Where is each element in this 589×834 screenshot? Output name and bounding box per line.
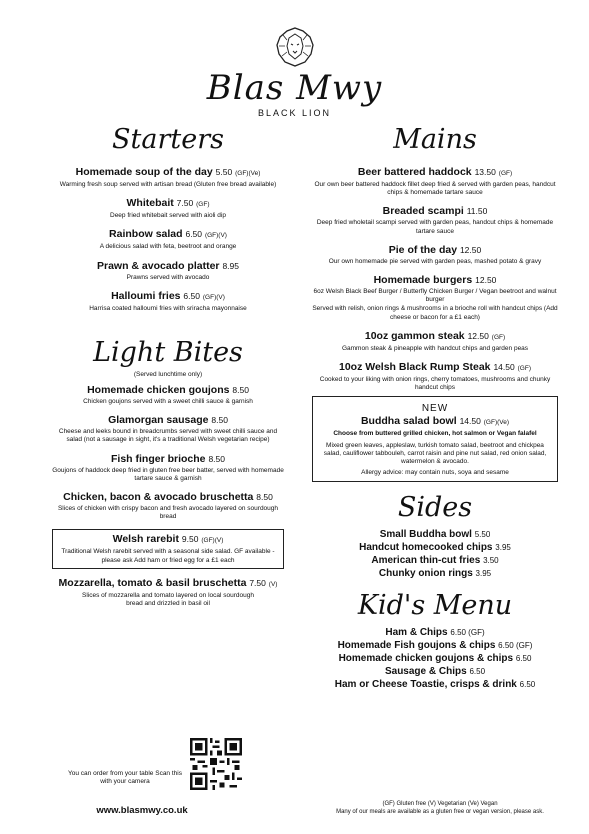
item-name-line bbox=[57, 533, 279, 547]
item-price: 8.50 bbox=[232, 385, 249, 396]
item-name-line bbox=[312, 166, 558, 180]
menu-item bbox=[312, 244, 558, 266]
kids-item-name: Ham & Chips bbox=[385, 627, 448, 639]
item-tags: (GF)(V) bbox=[202, 293, 225, 301]
item-name: Rainbow salad bbox=[109, 228, 183, 241]
allergy-advice: Allergy advice: may contain nuts, soya and sesame bbox=[361, 469, 509, 477]
item-name: Chicken, bacon & avocado bruschetta bbox=[63, 491, 254, 504]
item-price: 12.50 bbox=[467, 330, 489, 341]
item-name: Homemade soup of the day bbox=[75, 166, 213, 178]
menu-item bbox=[312, 330, 558, 353]
menu-item bbox=[52, 491, 284, 521]
menu-item bbox=[52, 260, 284, 282]
item-name: Homemade burgers bbox=[373, 274, 473, 287]
right-column bbox=[312, 124, 558, 691]
item-description: Slices of mozzarella and tomato layered on local sourdough bread and drizzled in basil oil bbox=[82, 591, 254, 608]
item-description: 6oz Welsh Black Beef Burger / Butterfly Chicken Burger / Vegan beetroot and walnut burger bbox=[313, 288, 557, 304]
qr-code[interactable] bbox=[190, 738, 242, 795]
side-item bbox=[312, 567, 558, 580]
item-description: Warming fresh soup served with artisan bread (Gluten free bread available) bbox=[59, 181, 277, 188]
side-price: 5.50 bbox=[474, 530, 491, 540]
item-price: 9.50 bbox=[181, 534, 199, 545]
kids-item-price: 6.50 bbox=[515, 654, 532, 664]
item-name: Prawn & avocado platter bbox=[96, 259, 220, 272]
menu-item bbox=[52, 228, 284, 251]
new-item-box bbox=[312, 396, 558, 482]
legend-key: (GF) Gluten free (V) Vegetarian (Ve) Vegan bbox=[382, 801, 498, 807]
item-price: 8.50 bbox=[208, 453, 225, 464]
item-name: Pie of the day bbox=[388, 243, 458, 256]
side-price: 3.95 bbox=[495, 543, 511, 553]
item-tags: (V) bbox=[268, 580, 278, 588]
item-price: 8.95 bbox=[222, 260, 239, 271]
item-description: Cheese and leeks bound in breadcrumbs served with sweet chilli sauce and salad (not a sausage in sight, it's a traditional Welsh vegetarian recipe) bbox=[58, 428, 278, 444]
side-price: 3.95 bbox=[475, 569, 492, 579]
mains-title: Mains bbox=[393, 124, 477, 155]
side-item bbox=[312, 554, 558, 567]
qr-code-icon bbox=[190, 738, 242, 790]
kids-item-price: 6.50 bbox=[519, 680, 536, 690]
item-tags: (GF)(V) bbox=[204, 232, 227, 240]
item-price: 12.50 bbox=[459, 244, 482, 255]
sides-title: Sides bbox=[397, 492, 473, 524]
side-item bbox=[312, 541, 558, 554]
item-name-line bbox=[52, 166, 284, 180]
item-name-line bbox=[52, 290, 284, 304]
item-price: 6.50 bbox=[183, 290, 200, 301]
item-name-line bbox=[38, 577, 298, 591]
kids-item bbox=[312, 639, 558, 652]
item-name-line bbox=[317, 415, 553, 429]
item-tags: (GF) bbox=[196, 201, 210, 209]
item-name-line bbox=[52, 414, 284, 427]
item-description: Our own beer battered haddock fillet deep fried & served with garden peas, handcut chips & homemade tartare sauce bbox=[314, 181, 556, 197]
item-name-line bbox=[52, 491, 284, 504]
menu-item bbox=[312, 166, 558, 197]
dietary-legend bbox=[300, 800, 580, 816]
side-name: Handcut homecooked chips bbox=[359, 542, 493, 554]
legend-note: Many of our meals are available as a gluten free or vegan version, please ask. bbox=[336, 809, 544, 815]
item-description: Harrisa coated halloumi fries with sriracha mayonnaise bbox=[89, 304, 247, 312]
item-description: Deep fried whitebait served with aioli dip bbox=[110, 212, 226, 220]
item-name: Buddha salad bowl bbox=[360, 415, 457, 428]
item-price: 7.50 bbox=[249, 577, 266, 588]
item-name: 10oz gammon steak bbox=[364, 329, 465, 342]
menu-item bbox=[52, 453, 284, 483]
item-description: Cooked to your liking with onion rings, cherry tomatoes, mushrooms and chunky handcut chips bbox=[319, 376, 551, 392]
item-description: Chicken goujons served with a sweet chilli sauce & garnish bbox=[83, 398, 253, 406]
item-description: Prawns served with avocado bbox=[126, 273, 210, 281]
item-name-line bbox=[52, 453, 284, 466]
item-price: 11.50 bbox=[466, 206, 488, 217]
item-price: 5.50 bbox=[215, 167, 233, 177]
brand-name: Blas Mwy bbox=[206, 68, 383, 108]
item-price: 6.50 bbox=[185, 229, 203, 240]
item-price: 13.50 bbox=[474, 167, 496, 177]
lion-head-icon bbox=[273, 26, 317, 68]
brand-logo bbox=[0, 26, 589, 118]
item-name: Halloumi fries bbox=[111, 289, 181, 302]
kids-item-price: 6.50 (GF) bbox=[450, 628, 485, 638]
kids-item-name: Homemade Fish goujons & chips bbox=[337, 640, 496, 652]
item-price: 12.50 bbox=[475, 275, 497, 286]
kids-item-name: Homemade chicken goujons & chips bbox=[338, 653, 514, 665]
item-tags: (GF) bbox=[517, 365, 531, 373]
item-name: Breaded scampi bbox=[382, 205, 464, 218]
side-price: 3.50 bbox=[483, 556, 499, 566]
sides-list bbox=[312, 528, 558, 580]
kids-menu-title: Kid's Menu bbox=[357, 590, 513, 622]
item-description: Our own homemade pie served with garden peas, mashed potato & gravy bbox=[328, 257, 542, 265]
item-name: Mozzarella, tomato & basil bruschetta bbox=[58, 576, 247, 589]
item-name: 10oz Welsh Black Rump Steak bbox=[338, 361, 491, 374]
kids-list bbox=[312, 626, 558, 691]
kids-item-name: Ham or Cheese Toastie, crisps & drink bbox=[334, 679, 517, 691]
mains-list bbox=[312, 166, 558, 482]
item-name: Fish finger brioche bbox=[111, 452, 206, 465]
starters-title: Starters bbox=[112, 124, 224, 155]
kids-item bbox=[312, 652, 558, 665]
kids-item-name: Sausage & Chips bbox=[384, 666, 467, 678]
kids-item bbox=[312, 678, 558, 691]
item-description: Goujons of haddock deep fried in gluten free beer batter, served with homemade tartare sauce & garnish bbox=[52, 466, 284, 482]
side-item bbox=[312, 528, 558, 541]
item-price: 7.50 bbox=[176, 198, 194, 209]
item-name-line bbox=[52, 197, 284, 211]
item-name: Beer battered haddock bbox=[357, 166, 472, 178]
menu-item bbox=[312, 361, 558, 392]
item-name-line bbox=[52, 384, 284, 397]
light-bites-title: Light Bites bbox=[93, 337, 243, 369]
item-name: Welsh rarebit bbox=[112, 533, 179, 546]
kids-item-price: 6.50 bbox=[469, 667, 486, 677]
menu-item bbox=[38, 577, 298, 608]
item-tags: (GF) bbox=[491, 333, 506, 341]
item-tags: (GF)(Ve) bbox=[235, 170, 261, 177]
item-description-extra: Mixed green leaves, appleslaw, turkish tomato salad, beetroot and chickpea salad, cauliflower tabbouleh, carrot raisin and pine nut salad, red onion salad, watermelon & avocado. bbox=[323, 441, 547, 466]
item-description: Deep fried wholetail scampi served with garden peas, handcut chips & homemade tartare sauce bbox=[316, 219, 554, 235]
brand-subtitle: BLACK LION bbox=[257, 108, 332, 118]
item-price: 14.50 bbox=[459, 416, 481, 427]
kids-item bbox=[312, 665, 558, 678]
light-bites-list bbox=[52, 384, 284, 608]
item-name-line bbox=[312, 274, 558, 287]
menu-item bbox=[52, 166, 284, 189]
website-link[interactable]: www.blasmwy.co.uk bbox=[96, 805, 188, 816]
item-name: Homemade chicken goujons bbox=[87, 384, 230, 397]
menu-item bbox=[312, 205, 558, 235]
item-name-line bbox=[312, 244, 558, 257]
item-tags: (GF)(Ve) bbox=[483, 419, 510, 427]
item-description: Gammon steak & pineapple with handcut chips and garden peas bbox=[341, 344, 529, 352]
item-description: A delicious salad with feta, beetroot and orange bbox=[99, 243, 237, 251]
item-name: Whitebait bbox=[126, 197, 174, 210]
welsh-rarebit-box bbox=[52, 529, 284, 568]
side-name: American thin-cut fries bbox=[371, 555, 481, 567]
side-name: Chunky onion rings bbox=[378, 568, 473, 580]
item-description: Slices of chicken with crispy bacon and fresh avocado layered on sourdough bread bbox=[57, 505, 279, 521]
new-badge: NEW bbox=[421, 403, 449, 415]
menu-item bbox=[52, 290, 284, 313]
kids-item bbox=[312, 626, 558, 639]
menu-item bbox=[52, 197, 284, 220]
item-tags: (GF)(V) bbox=[201, 537, 224, 545]
item-price: 14.50 bbox=[493, 362, 515, 373]
item-price: 8.50 bbox=[211, 415, 228, 426]
item-description: Traditional Welsh rarebit served with a seasonal side salad. GF available - please ask Add ham or fried egg for a £1 each bbox=[61, 548, 275, 564]
menu-item bbox=[52, 384, 284, 406]
left-column bbox=[52, 124, 284, 616]
menu-item bbox=[312, 274, 558, 322]
kids-item-price: 6.50 (GF) bbox=[498, 641, 533, 651]
menu-item bbox=[52, 414, 284, 444]
light-bites-note: (Served lunchtime only) bbox=[133, 371, 203, 379]
item-name-line bbox=[52, 260, 284, 273]
item-description: Choose from buttered grilled chicken, hot salmon or Vegan falafel bbox=[333, 430, 537, 438]
item-name-line bbox=[312, 205, 558, 218]
side-name: Small Buddha bowl bbox=[379, 529, 472, 541]
item-price: 8.50 bbox=[256, 492, 273, 503]
item-tags: (GF) bbox=[498, 170, 513, 177]
item-description-extra: Served with relish, onion rings & mushrooms in a brioche roll with handcut chips (Add cheese or bacon for a £1 each) bbox=[312, 305, 558, 321]
item-name-line bbox=[52, 228, 284, 242]
starters-list bbox=[52, 166, 284, 313]
item-name-line bbox=[312, 361, 558, 375]
order-instructions: You can order from your table Scan this with your camera bbox=[68, 770, 182, 785]
item-name: Glamorgan sausage bbox=[108, 414, 209, 427]
item-name-line bbox=[312, 330, 558, 344]
